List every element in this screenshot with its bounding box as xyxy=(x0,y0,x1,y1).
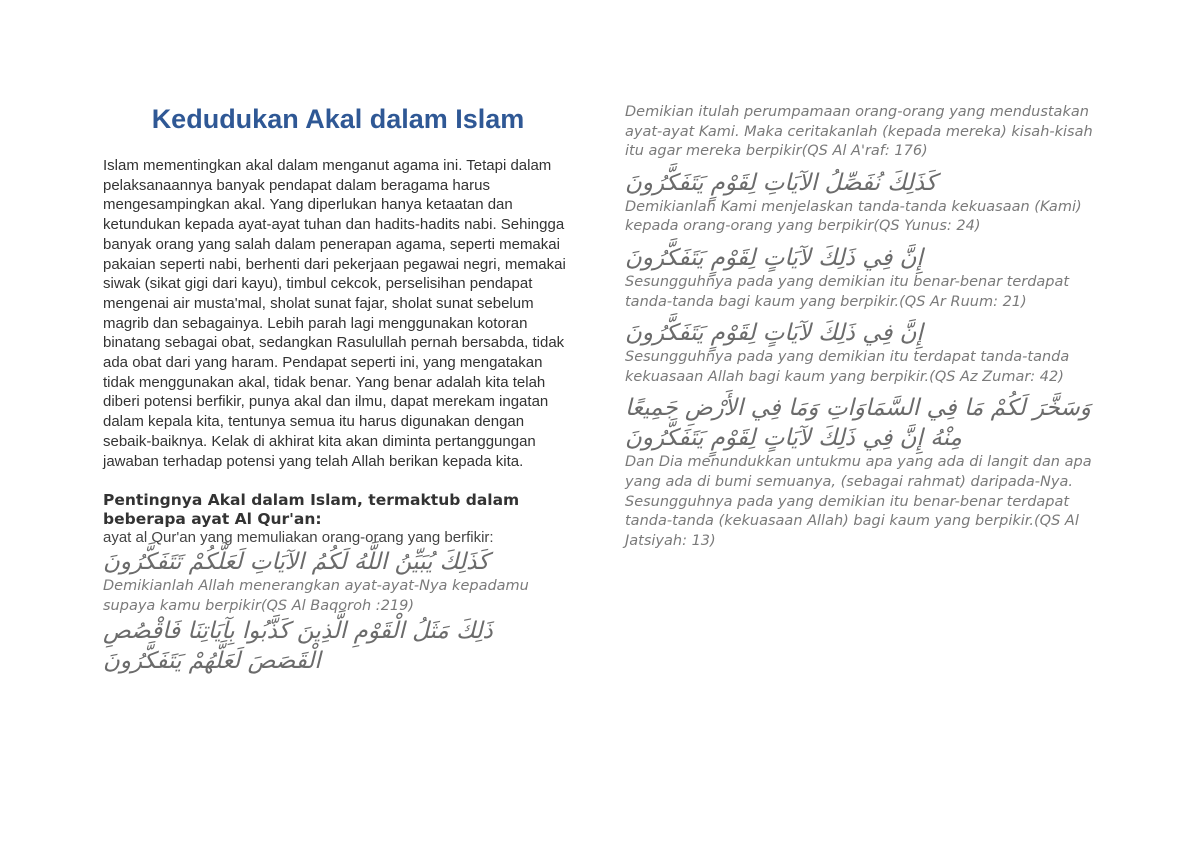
verses-intro: ayat al Qur'an yang memuliakan orang-orang yang berfikir: xyxy=(103,529,494,547)
verse-translation-baqoroh: Demikianlah Allah menerangkan ayat-ayat-Nya kepadamu supaya kamu berpikir(QS Al Baqoroh :219) xyxy=(103,578,529,614)
verse-arabic-ruum: إِنَّ فِي ذَلِكَ لآيَاتٍ لِقَوْمٍ يَتَفَكَّرُونَ xyxy=(625,244,923,271)
verse-translation-araf: Demikian itulah perumpamaan orang-orang yang mendustakan ayat-ayat Kami. Maka ceritakanlah (kepada mereka) kisah-kisah itu agar mereka berpikir(QS Al A'raf: 176) xyxy=(625,104,1093,160)
verse-arabic-zumar: إِنَّ فِي ذَلِكَ لآيَاتٍ لِقَوْمٍ يَتَفَكَّرُونَ xyxy=(625,320,923,347)
verse-arabic-araf: ذَلِكَ مَثَلُ الْقَوْمِ الَّذِينَ كَذَّبُوا بِآيَاتِنَا فَاقْصُصِ الْقَصَصَ لَعَلَّهُمْ يَتَفَكَّرُونَ xyxy=(103,618,493,675)
verse-translation-zumar: Sesungguhnya pada yang demikian itu terdapat tanda-tanda kekuasaan Allah bagi kaum yang berpikir.(QS Az Zumar: 42) xyxy=(625,349,1070,385)
verse-arabic-yunus: كَذَلِكَ نُفَصِّلُ الآيَاتِ لِقَوْمٍ يَتَفَكَّرُونَ xyxy=(625,169,937,196)
intro-paragraph: Islam mementingkan akal dalam menganut agama ini. Tetapi dalam pelaksanaannya banyak pendapat dalam beragama harus mengesampingkan akal. Yang diperlukan hanya ketaatan dan ketundukan kepada ayat-ayat tuhan dan hadits-hadits nabi. Sehingga banyak orang yang salah dalam penerapan agama, seperti memakai pakaian seperti nabi, berhenti dari pekerjaan pegawai negri, memakai siwak (sikat gigi dari kayu), timbul cekcok, perselisihan pendapat mengenai air musta'mal, sholat sunat fajar, sholat sunat sebelum magrib dan sebagainya. Lebih parah lagi menggunakan kotoran binatang sebagai obat, sedangkan Rasulullah pernah bersabda, tidak ada obat dari yang haram. Pendapat seperti ini, yang mengatakan tidak menggunakan akal, tidak benar. Yang benar adalah kita telah diberi potensi berfikir, punya akal dan ilmu, dapat merekam ingatan dalam kepala kita, tentunya semua itu harus digunakan dengan sebaik-baiknya. Kelak di akhirat kita akan diminta pertanggungan jawaban terhadap potensi yang telah Allah berikan kepada kita. xyxy=(103,157,566,470)
verse-arabic-baqoroh: كَذَلِكَ يُبَيِّنُ اللَّهُ لَكُمُ الآيَاتِ لَعَلَّكُمْ تَتَفَكَّرُونَ xyxy=(103,549,490,576)
verse-arabic-jatsiyah: وَسَخَّرَ لَكُمْ مَا فِي السَّمَاوَاتِ وَمَا فِي الأَرْضِ جَمِيعًا مِنْهُ إِنَّ فِي ذَلِكَ لآيَاتٍ لِقَوْمٍ يَتَفَكَّرُونَ xyxy=(625,395,1091,452)
page-title: Kedudukan Akal dalam Islam xyxy=(151,104,525,134)
verse-translation-yunus: Demikianlah Kami menjelaskan tanda-tanda kekuasaan (Kami) kepada orang-orang yang berpikir(QS Yunus: 24) xyxy=(625,198,1082,235)
left-column xyxy=(103,100,573,676)
section-subheading: Pentingnya Akal dalam Islam, termaktub dalam beberapa ayat Al Qur'an: xyxy=(103,491,520,529)
verse-translation-jatsiyah: Dan Dia menundukkan untukmu apa yang ada di langit dan apa yang ada di bumi semuanya, (sebagai rahmat) daripada-Nya. Sesungguhnya pada yang demikian itu benar-benar terdapat tanda-tanda (kekuasaan Allah) bagi kaum yang berpikir.(QS Al Jatsiyah: 13) xyxy=(625,454,1092,549)
right-column xyxy=(625,103,1105,551)
verse-translation-ruum: Sesungguhnya pada yang demikian itu benar-benar terdapat tanda-tanda bagi kaum yang berpikir.(QS Ar Ruum: 21) xyxy=(625,273,1070,310)
